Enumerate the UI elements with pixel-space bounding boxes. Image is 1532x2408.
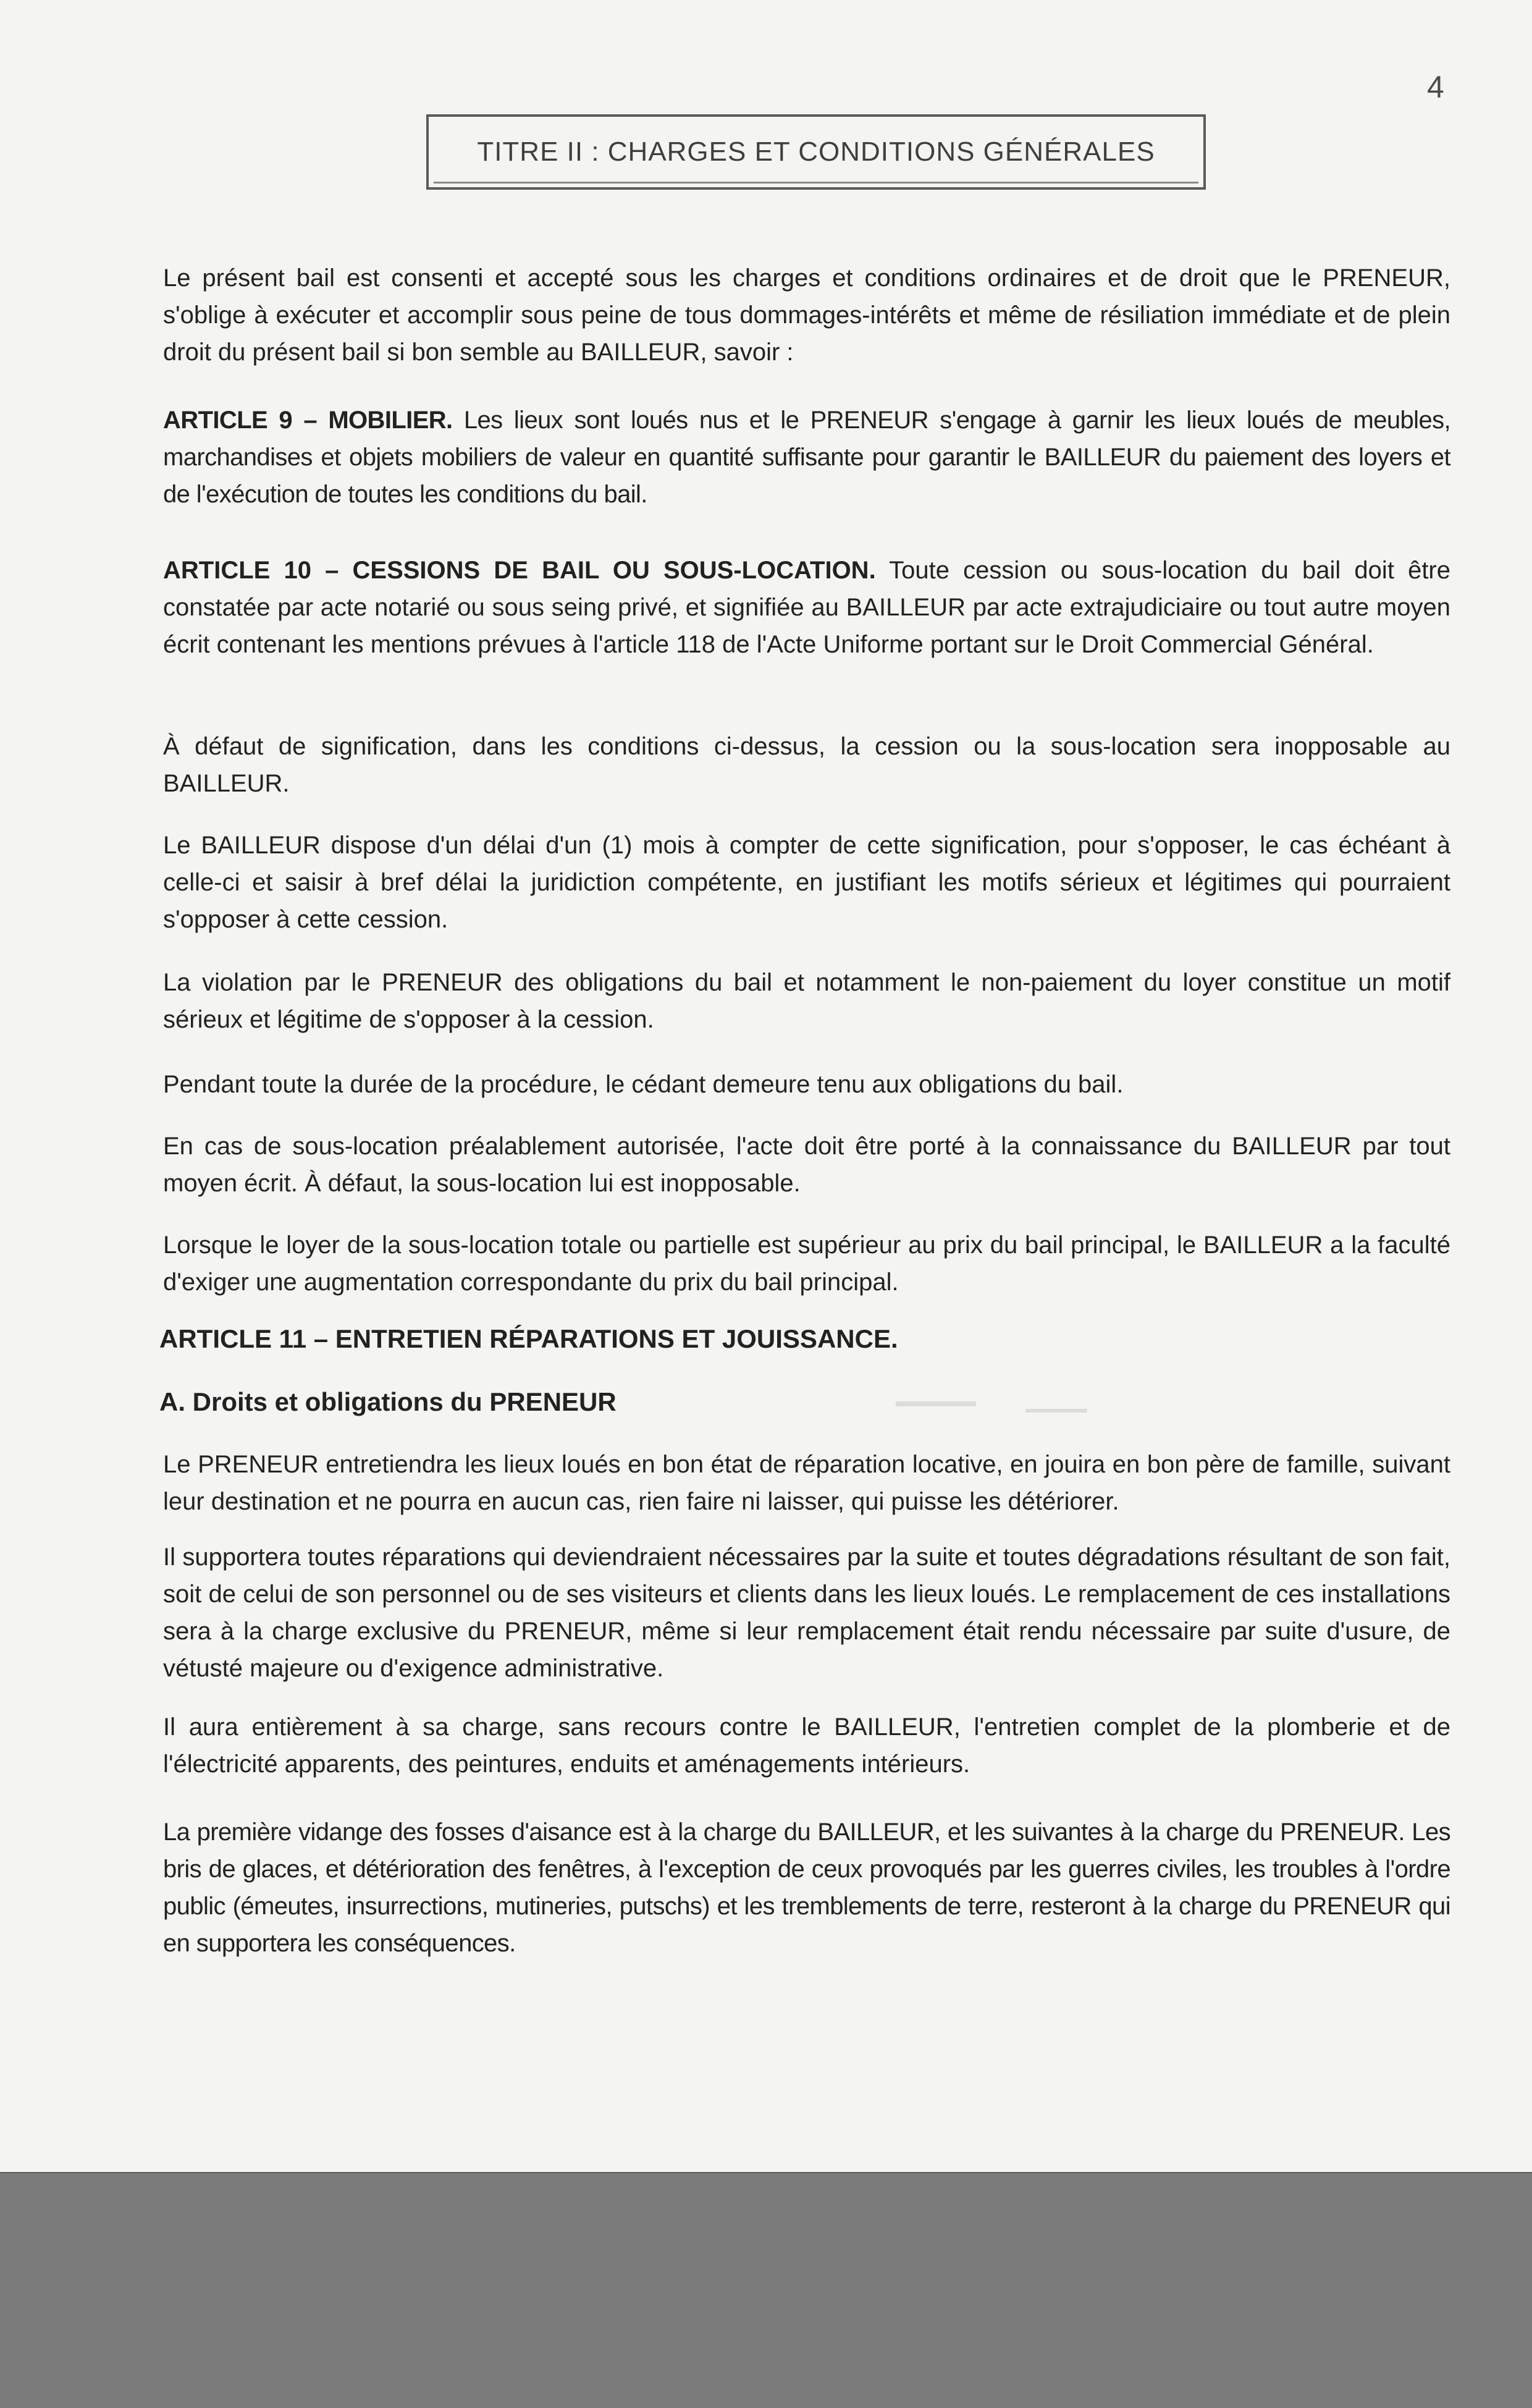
scan-smudge [1025,1409,1087,1413]
article-10-p4: La violation par le PRENEUR des obligations du bail et notamment le non-paiement du loyer constitue un motif sérieux et légitime de s'opposer à la cession. [163,969,1450,1033]
article-9-heading: ARTICLE 9 – MOBILIER. [163,407,453,434]
article-10-p3: Le BAILLEUR dispose d'un délai d'un (1) mois à compter de cette signification, pour s'opposer, le cas échéant à celle-ci et saisir à bref délai la juridiction compétente, en justifiant les motifs sérieux et légitimes qui pourraient s'opposer à cette cession. [163,832,1450,933]
article-10 [163,552,1450,663]
article-11-p2: Il supportera toutes réparations qui deviendraient nécessaires par la suite et toutes dégradations résultant de son fait, soit de celui de son personnel ou de ses visiteurs et clients dans les lieux loués. Le remplacement de ces installations sera à la charge exclusive du PRENEUR, même si leur remplacement était rendu nécessaire par suite d'usure, de vétusté majeure ou d'exigence administrative. [163,1544,1450,1682]
article-10-p7: Lorsque le loyer de la sous-location totale ou partielle est supérieur au prix du bail principal, le BAILLEUR a la faculté d'exiger une augmentation correspondante du prix du bail principal. [163,1231,1450,1296]
article-10-p5: Pendant toute la durée de la procédure, le cédant demeure tenu aux obligations du bail. [163,1071,1124,1098]
article-9-text: Les lieux sont loués nus et le PRENEUR s'engage à garnir les lieux loués de meubles, marchandises et objets mobiliers de valeur en quantité suffisante pour garantir le BAILLEUR du paiement des loyers et de l'exécution de toutes les conditions du bail. [163,407,1450,508]
article-10-p6: En cas de sous-location préalablement autorisée, l'acte doit être porté à la connaissance du BAILLEUR par tout moyen écrit. À défaut, la sous-location lui est inopposable. [163,1133,1450,1197]
scan-smudge [896,1401,976,1406]
section-title: TITRE II : CHARGES ET CONDITIONS GÉNÉRALES [477,137,1155,167]
article-10-text: Toute cession ou sous-location du bail doit être constatée par acte notarié ou sous seing privé, et signifiée au BAILLEUR par acte extrajudiciaire ou tout autre moyen écrit contenant les mentions prévues à l'article 118 de l'Acte Uniforme portant sur le Droit Commercial Général. [163,557,1451,658]
article-9 [163,402,1450,513]
article-11-p4: La première vidange des fosses d'aisance est à la charge du BAILLEUR, et les suivantes à la charge du PRENEUR. Les bris de glaces, et détérioration des fenêtres, à l'exception de ceux provoqués par les guerres civiles, les troubles à l'ordre public (émeutes, insurrections, mutineries, putschs) et les tremblements de terre, resteront à la charge du PRENEUR qui en supportera les conséquences. [163,1819,1450,1957]
article-10-p2: À défaut de signification, dans les conditions ci-dessus, la cession ou la sous-location sera inopposable au BAILLEUR. [163,733,1450,797]
article-11-p1: Le PRENEUR entretiendra les lieux loués en bon état de réparation locative, en jouira en bon père de famille, suivant leur destination et ne pourra en aucun cas, rien faire ni laisser, qui puisse les détériorer. [163,1451,1450,1515]
page-number: 4 [1427,70,1444,104]
title-box [426,114,1206,190]
intro-paragraph: Le présent bail est consenti et accepté sous les charges et conditions ordinaires et de droit que le PRENEUR, s'oblige à exécuter et accomplir sous peine de tous dommages-intérêts et même de résiliation immédiate et de plein droit du présent bail si bon semble au BAILLEUR, savoir : [163,264,1450,366]
article-11-p3: Il aura entièrement à sa charge, sans recours contre le BAILLEUR, l'entretien complet de la plomberie et de l'électricité apparents, des peintures, enduits et aménagements intérieurs. [163,1713,1450,1778]
article-10-heading: ARTICLE 10 – CESSIONS DE BAIL OU SOUS-LOCATION. [163,557,876,584]
article-11-subheading: A. Droits et obligations du PRENEUR [159,1387,617,1416]
article-11-heading: ARTICLE 11 – ENTRETIEN RÉPARATIONS ET JOUISSANCE. [159,1324,898,1353]
